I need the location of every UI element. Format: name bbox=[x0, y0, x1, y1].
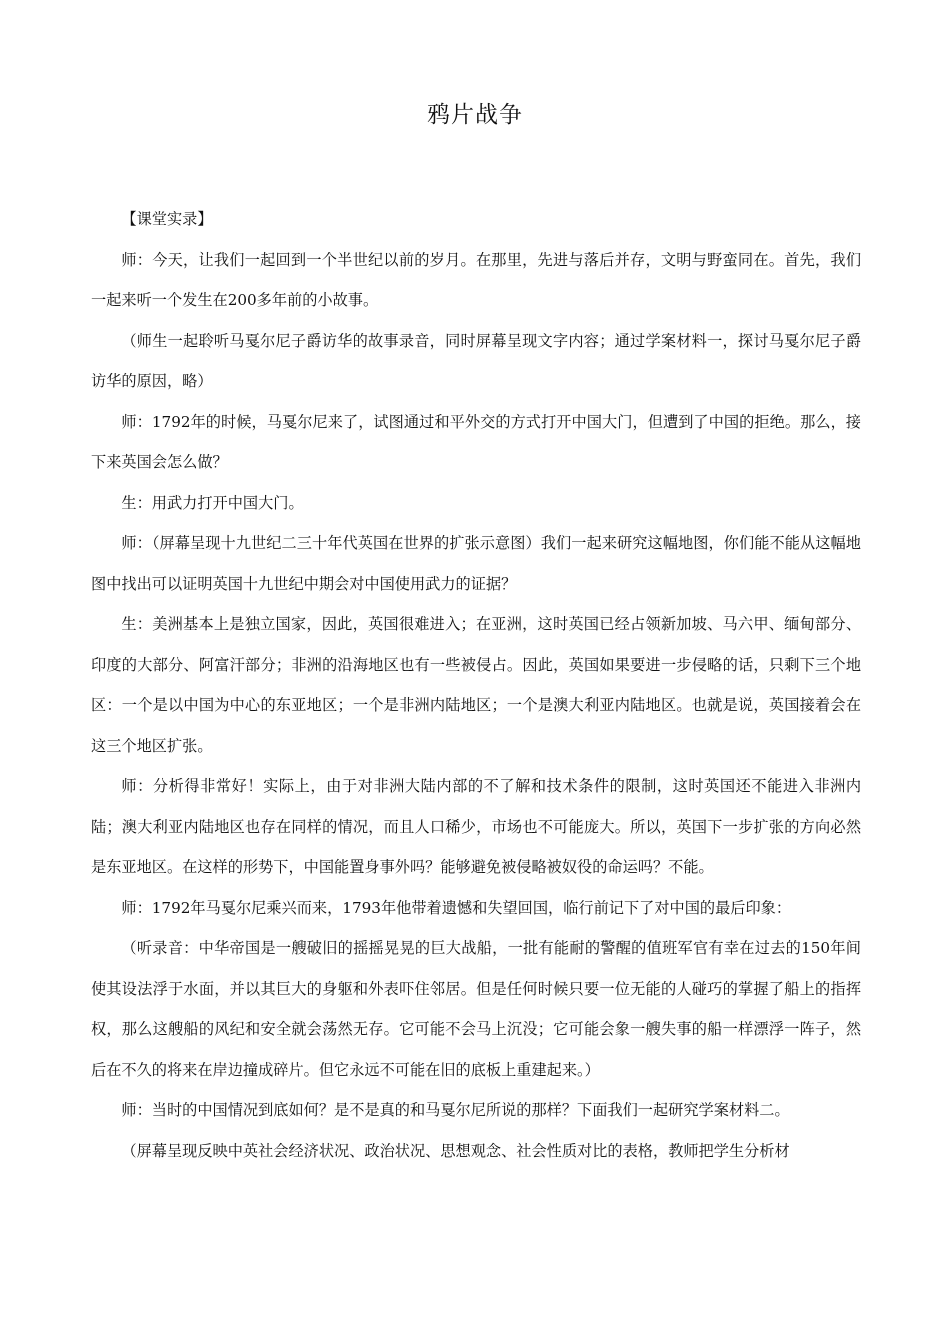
paragraph-student-answer: 生：用武力打开中国大门。 bbox=[121, 493, 304, 512]
section-label: 【课堂实录】 bbox=[121, 210, 213, 228]
paragraph-teacher-response: 师：分析得非常好！实际上，由于对非洲大陆内部的不了解和技术条件的限制，这时英国还不能进入非洲内陆；澳大利亚内陆地区也存在同样的情况，而且人口稀少，市场也不可能庞大。所以，英国下一步扩张的方向必然是东亚地区。在这样的形势下，中国能置身事外吗？能够避免被侵略被奴役的命运吗？不能。 bbox=[91, 777, 861, 876]
paragraph-screen-table: （屏幕呈现反映中英社会经济状况、政治状况、思想观念、社会性质对比的表格，教师把学生分析材 bbox=[121, 1141, 790, 1160]
paragraph-teacher-material: 师：当时的中国情况到底如何？是不是真的和马戛尔尼所说的那样？下面我们一起研究学案材料二。 bbox=[121, 1101, 790, 1119]
paragraph-teacher-map: 师：（屏幕呈现十九世纪二三十年代英国在世界的扩张示意图）我们一起来研究这幅地图，你们能不能从这幅地图中找出可以证明英国十九世纪中期会对中国使用武力的证据？ bbox=[91, 534, 861, 593]
paragraph-audio-note: （师生一起聆听马戛尔尼子爵访华的故事录音，同时屏幕呈现文字内容；通过学案材料一，探讨马戛尔尼子爵访华的原因，略） bbox=[91, 331, 861, 390]
paragraph-student-analysis: 生：美洲基本上是独立国家，因此，英国很难进入；在亚洲，这时英国已经占领新加坡、马六甲、缅甸部分、印度的大部分、阿富汗部分；非洲的沿海地区也有一些被侵占。因此，英国如果要进一步侵略的话，只剩下三个地区：一个是以中国为中心的东亚地区；一个是非洲内陆地区；一个是澳大利亚内陆地区。也就是说，英国接着会在这三个地区扩张。 bbox=[91, 615, 861, 755]
document-title: 鸦片战争 bbox=[427, 102, 523, 128]
paragraph-teacher-1792: 师：1792年的时候，马戛尔尼来了，试图通过和平外交的方式打开中国大门，但遭到了中国的拒绝。那么，接下来英国会怎么做？ bbox=[91, 412, 861, 471]
paragraph-teacher-intro: 师：今天，让我们一起回到一个半世纪以前的岁月。在那里，先进与落后并存，文明与野蛮同在。首先，我们一起来听一个发生在200多年前的小故事。 bbox=[91, 250, 861, 309]
document-body bbox=[91, 199, 861, 1171]
paragraph-teacher-impression: 师：1792年马戛尔尼乘兴而来，1793年他带着遗憾和失望回国，临行前记下了对中国的最后印象： bbox=[121, 898, 792, 917]
paragraph-recording-quote: （听录音：中华帝国是一艘破旧的摇摇晃晃的巨大战船，一批有能耐的警醒的值班军官有幸在过去的150年间使其设法浮于水面，并以其巨大的身躯和外表吓住邻居。但是任何时候只要一位无能的人碰巧的掌握了船上的指挥权，那么这艘船的风纪和安全就会荡然无存。它可能不会马上沉没；它可能会象一艘失事的船一样漂浮一阵子，然后在不久的将来在岸边撞成碎片。但它永远不可能在旧的底板上重建起来。） bbox=[91, 939, 861, 1079]
